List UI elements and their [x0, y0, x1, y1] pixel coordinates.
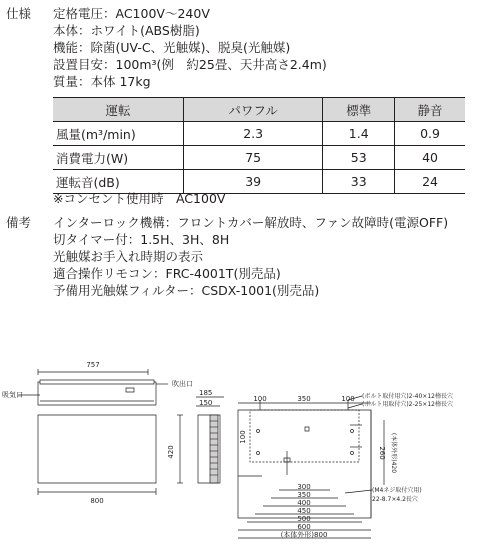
performance-table: [53, 97, 465, 194]
dim-top-middle: 350: [297, 395, 311, 403]
dim-bottom-450: 450: [297, 507, 311, 515]
label-bolt-hole-1: (ボルト取付用穴)2-40×12楕長穴: [362, 393, 453, 400]
table-header-standard: 標準: [323, 98, 395, 122]
table-row: [53, 170, 465, 194]
label-intake: 吹出口: [172, 380, 193, 388]
table-cell: 75: [184, 146, 323, 170]
table-cell: 53: [323, 146, 395, 170]
label-exhaust: 吸気口: [2, 391, 23, 399]
remark-line-timer: 切タイマー付：1.5H、3H、8H: [53, 232, 230, 247]
dim-bottom-total: (本体外形)800: [280, 531, 328, 539]
dim-bottom-width: 800: [90, 497, 104, 505]
table-cell: 24: [395, 170, 465, 194]
dim-depth-outer: 185: [199, 389, 213, 397]
row-label-airflow: 風量(m³/min): [53, 122, 184, 146]
dim-top-right: 100: [341, 395, 355, 403]
spec-label: 仕様: [6, 6, 32, 21]
spec-line-coverage: 設置目安：100m³(例 約25畳、天井高さ2.4m): [53, 57, 327, 72]
row-label-power: 消費電力(W): [53, 146, 184, 170]
dim-left-vertical: 100: [239, 430, 247, 444]
row-label-noise: 運転音(dB): [53, 170, 184, 194]
remark-line-filter: 予備用光触媒フィルター：CSDX-1001(別売品): [53, 283, 320, 298]
dim-right-height-1: 260: [378, 446, 386, 460]
dim-top-left: 100: [253, 395, 267, 403]
table-header-quiet: 静音: [395, 98, 465, 122]
spec-line-body: 本体：ホワイト(ABS樹脂): [53, 23, 200, 38]
dim-bottom-400: 400: [297, 499, 311, 507]
table-header-mode: 運転: [53, 98, 184, 122]
dim-bottom-350: 350: [297, 491, 311, 499]
dim-right-height-2: (本体外形)420: [390, 432, 397, 474]
remark-line-remote: 適合操作リモコン：FRC-4001T(別売品): [53, 266, 281, 281]
dim-top-width: 757: [86, 361, 100, 369]
remarks-label: 備考: [6, 215, 32, 230]
technical-drawing: [0, 355, 490, 551]
label-m4-spec: 22-8.7×4.2長穴: [372, 496, 418, 503]
table-row: [53, 146, 465, 170]
table-cell: 40: [395, 146, 465, 170]
spec-line-voltage: 定格電圧：AC100V〜240V: [53, 6, 210, 21]
table-header-powerful: パワフル: [184, 98, 323, 122]
dim-bottom-600: 600: [297, 523, 311, 531]
dim-height: 420: [167, 445, 175, 459]
label-bolt-hole-2: (ボルト用取付穴)2-25×12楕長穴: [362, 401, 453, 408]
table-cell: 2.3: [184, 122, 323, 146]
dim-depth-inner: 150: [199, 399, 213, 407]
spec-note: ※コンセント使用時 AC100V: [53, 191, 226, 206]
table-cell: 0.9: [395, 122, 465, 146]
label-m4: (M4ネジ取付穴用): [372, 487, 422, 494]
table-row: [53, 122, 465, 146]
dim-bottom-300: 300: [297, 483, 311, 491]
table-cell: 39: [184, 170, 323, 194]
remark-line-interlock: インターロック機構：フロントカバー解放時、ファン故障時(電源OFF): [53, 215, 449, 230]
dim-bottom-500: 500: [297, 515, 311, 523]
spec-line-function: 機能：除菌(UV-C、光触媒)、脱臭(光触媒): [53, 40, 291, 55]
table-cell: 33: [323, 170, 395, 194]
table-cell: 1.4: [323, 122, 395, 146]
table-header-row: [53, 98, 465, 122]
remark-line-maintenance: 光触媒お手入れ時期の表示: [53, 249, 204, 264]
spec-line-weight: 質量：本体 17kg: [53, 74, 151, 89]
